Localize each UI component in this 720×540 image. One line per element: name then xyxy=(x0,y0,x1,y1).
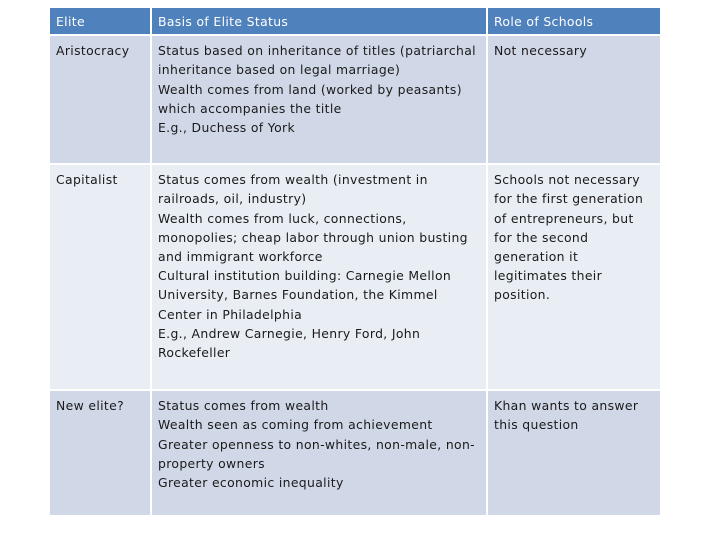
elite-table xyxy=(48,6,662,517)
basis-cell xyxy=(151,35,487,164)
elite-cell: Capitalist xyxy=(49,164,151,390)
schools-cell: Khan wants to answer this question xyxy=(487,390,661,516)
basis-line: E.g., Andrew Carnegie, Henry Ford, John Rockefeller xyxy=(158,325,421,361)
basis-line: Greater openness to non-whites, non-male, non-property owners xyxy=(158,436,476,471)
header-basis: Basis of Elite Status xyxy=(151,7,487,35)
table-row xyxy=(49,164,661,390)
basis-line: Status comes from wealth xyxy=(158,398,329,414)
basis-line: Cultural institution building: Carnegie Mellon University, Barnes Foundation, the Kimmel Center in Philadelphia xyxy=(158,268,452,322)
basis-line: Status comes from wealth (investment in railroads, oil, industry) xyxy=(158,172,428,207)
header-role-of-schools: Role of Schools xyxy=(487,7,661,35)
header-row xyxy=(49,7,661,35)
elite-cell: New elite? xyxy=(49,390,151,516)
schools-cell: Not necessary xyxy=(487,35,661,164)
basis-cell xyxy=(151,390,487,516)
table-row xyxy=(49,35,661,164)
header-elite: Elite xyxy=(49,7,151,35)
basis-line: Greater economic inequality xyxy=(158,475,344,491)
basis-line: Wealth comes from land (worked by peasants) which accompanies the title xyxy=(158,81,462,116)
schools-cell: Schools not necessary for the first generation of entrepreneurs, but for the second generation it legitimates their position. xyxy=(487,164,661,390)
basis-line: Status based on inheritance of titles (patriarchal inheritance based on legal marriage) xyxy=(158,43,476,78)
basis-line: Wealth seen as coming from achievement xyxy=(158,417,433,433)
basis-line: E.g., Duchess of York xyxy=(158,120,295,136)
basis-line: Wealth comes from luck, connections, monopolies; cheap labor through union busting and immigrant workforce xyxy=(158,210,468,265)
table-row xyxy=(49,390,661,516)
elite-cell: Aristocracy xyxy=(49,35,151,164)
basis-cell xyxy=(151,164,487,390)
